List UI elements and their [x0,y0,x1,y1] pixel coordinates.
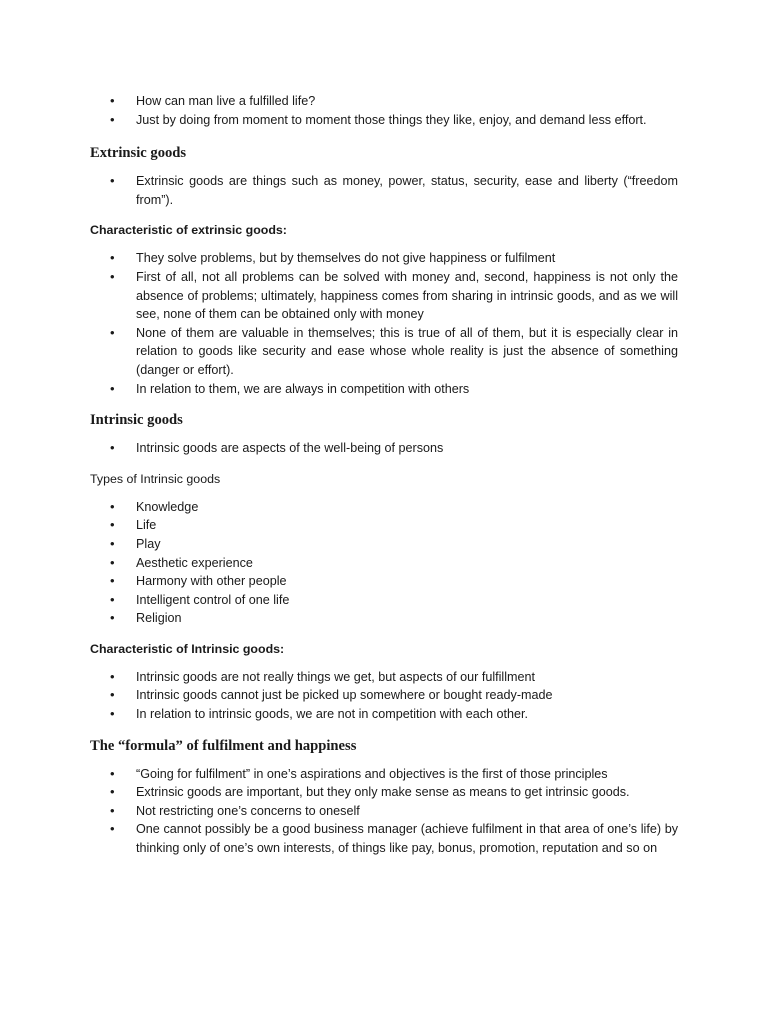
list-item: • “Going for fulfilment” in one’s aspirations and objectives is the first of those principles [90,765,678,784]
list-item: • Intrinsic goods are not really things we get, but aspects of our fulfillment [90,668,678,687]
list-item: • Life [90,516,678,535]
list-item: • Intrinsic goods cannot just be picked up somewhere or bought ready-made [90,686,678,705]
extrinsic-list [90,172,678,209]
intrinsic-characteristics-heading: Characteristic of Intrinsic goods: [90,641,285,656]
intrinsic-characteristics-list [90,668,678,724]
list-item: • None of them are valuable in themselves; this is true of all of them, but it is especially clear in relation to goods like security and ease whose whole reality is just the absence of something (danger or effort). [90,324,678,380]
intro-list [90,92,678,129]
extrinsic-characteristics-heading: Characteristic of extrinsic goods: [90,223,287,238]
list-item: • One cannot possibly be a good business manager (achieve fulfilment in that area of one’s life) by thinking only of one’s own interests, of things like pay, bonus, promotion, reputation and so on [90,820,678,857]
list-item: • First of all, not all problems can be solved with money and, second, happiness is not only the absence of problems; ultimately, happiness comes from sharing in intrinsic goods, and as we will see, none of them can be obtained only with money [90,268,678,324]
list-item: • Knowledge [90,498,678,517]
list-item: • Intelligent control of one life [90,591,678,610]
extrinsic-characteristics-list [90,249,678,398]
list-item: • Harmony with other people [90,572,678,591]
list-item: • Intrinsic goods are aspects of the well-being of persons [90,439,678,458]
list-item: • Extrinsic goods are things such as money, power, status, security, ease and liberty (“freedom from”). [90,172,678,209]
intrinsic-list [90,439,678,458]
intrinsic-types-list [90,498,678,628]
intrinsic-types-heading: Types of Intrinsic goods [90,471,221,486]
list-item: • Aesthetic experience [90,554,678,573]
list-item: • Play [90,535,678,554]
formula-list [90,765,678,858]
list-item: • Not restricting one’s concerns to oneself [90,802,678,821]
formula-heading: The “formula” of fulfilment and happiness [90,737,357,754]
list-item: • They solve problems, but by themselves do not give happiness or fulfilment [90,249,678,268]
list-item: • Extrinsic goods are important, but they only make sense as means to get intrinsic goods. [90,783,678,802]
list-item: • Just by doing from moment to moment those things they like, enjoy, and demand less effort. [90,111,678,130]
list-item: • Religion [90,609,678,628]
intrinsic-heading: Intrinsic goods [90,412,183,429]
list-item: • How can man live a fulfilled life? [90,92,678,111]
list-item: • In relation to them, we are always in competition with others [90,380,678,399]
list-item: • In relation to intrinsic goods, we are not in competition with each other. [90,705,678,724]
document-page [90,92,678,858]
extrinsic-heading: Extrinsic goods [90,145,187,162]
